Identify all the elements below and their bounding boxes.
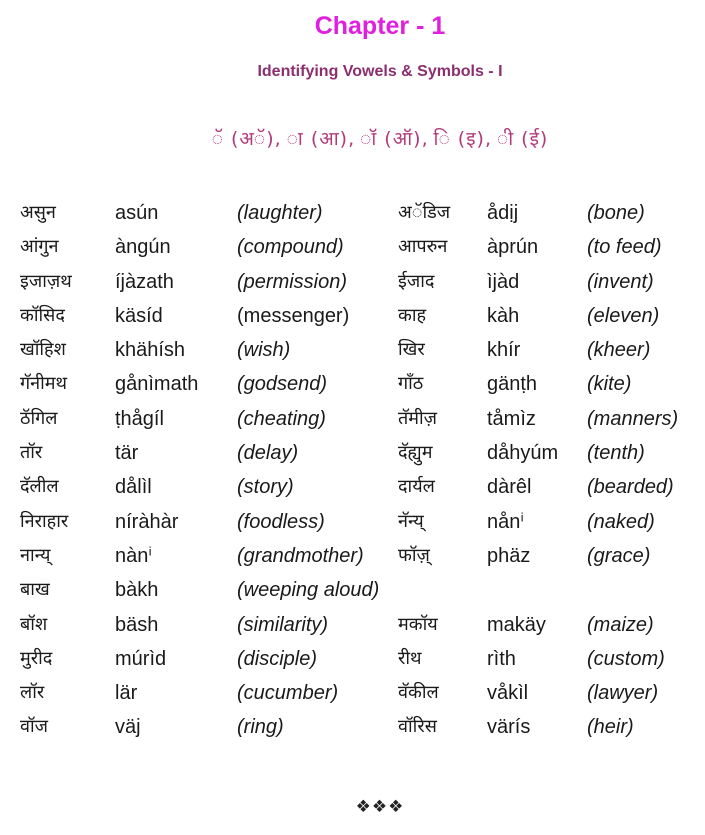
vocab-row <box>20 678 705 712</box>
word-meaning: (permission) <box>237 270 348 293</box>
word-devanagari: निराहार <box>20 510 69 532</box>
word-meaning: (custom) <box>587 647 665 670</box>
vocab-row <box>20 301 705 335</box>
word-transliteration: kàh <box>487 304 520 327</box>
word-transliteration: nànⁱ <box>115 544 152 567</box>
word-meaning: (to feed) <box>587 236 662 259</box>
word-transliteration: lär <box>115 682 138 705</box>
vocab-row <box>20 610 705 644</box>
word-transliteration: bàkh <box>115 579 159 602</box>
word-meaning: (foodless) <box>237 510 325 533</box>
word-devanagari: बॉश <box>20 613 48 635</box>
word-meaning: (naked) <box>587 510 655 533</box>
word-meaning: (delay) <box>237 442 299 465</box>
word-meaning: (eleven) <box>587 304 660 327</box>
word-meaning: (wish) <box>237 339 291 362</box>
word-transliteration: khír <box>487 339 521 362</box>
vocab-row <box>20 404 705 438</box>
word-transliteration: gånìmath <box>115 373 199 396</box>
word-meaning: (similarity) <box>237 613 329 636</box>
word-transliteration: phäz <box>487 544 531 567</box>
word-transliteration: tär <box>115 442 139 465</box>
footer-ornament: ❖❖❖ <box>355 797 405 817</box>
word-devanagari: दॅह्युम <box>398 442 433 464</box>
word-devanagari: नान्य् <box>20 544 51 566</box>
word-devanagari: कॉसिद <box>20 304 65 326</box>
word-devanagari: खिर <box>398 339 425 361</box>
word-devanagari: मकॉय <box>398 613 438 635</box>
word-devanagari: ईजाद <box>398 270 435 292</box>
section-subtitle: Identifying Vowels & Symbols - I <box>257 63 503 80</box>
word-transliteration: rìth <box>487 647 516 670</box>
word-devanagari: लॉर <box>20 682 45 704</box>
word-transliteration: makäy <box>487 613 546 636</box>
vocab-row <box>20 335 705 369</box>
word-transliteration: våkìl <box>487 682 529 705</box>
word-devanagari: काह <box>398 304 427 326</box>
vocab-row <box>20 644 705 678</box>
word-meaning: (weeping aloud) <box>237 579 380 602</box>
vocab-row <box>20 712 705 746</box>
word-transliteration: dàrêl <box>487 476 532 499</box>
word-devanagari: खॉहिश <box>20 339 66 361</box>
word-devanagari: दॅलील <box>20 476 59 498</box>
vocabulary-list <box>20 198 705 747</box>
vocab-row <box>20 198 705 232</box>
word-meaning: (grandmother) <box>237 544 364 567</box>
word-transliteration: dåhyúm <box>487 442 559 465</box>
word-devanagari: अॅडिज <box>398 202 451 223</box>
word-devanagari: बाख <box>20 579 50 601</box>
word-transliteration: àprún <box>487 236 539 259</box>
word-devanagari: गॅनीमथ <box>20 373 68 395</box>
vocab-row <box>20 438 705 472</box>
word-devanagari: वॉज <box>20 716 49 738</box>
word-devanagari: आपरुन <box>398 236 448 258</box>
word-meaning: (heir) <box>587 716 634 739</box>
word-meaning: (kheer) <box>587 339 651 362</box>
word-transliteration: khähísh <box>115 339 186 362</box>
chapter-title: Chapter - 1 <box>314 12 446 40</box>
word-transliteration: gänṭh <box>487 373 538 396</box>
word-devanagari: इजाज़थ <box>20 270 72 292</box>
word-meaning: (tenth) <box>587 442 645 465</box>
word-meaning: (disciple) <box>237 647 318 670</box>
word-devanagari: तॅमीज़ <box>398 407 438 429</box>
vocab-row <box>20 507 705 541</box>
word-meaning: (godsend) <box>237 373 328 396</box>
word-meaning: (invent) <box>587 270 654 293</box>
word-meaning: (ring) <box>237 716 284 739</box>
word-devanagari: आंगुन <box>20 236 59 258</box>
vocab-row <box>20 575 705 609</box>
vocab-row <box>20 369 705 403</box>
word-meaning: (grace) <box>587 544 651 567</box>
word-devanagari: फॉज़् <box>398 544 430 566</box>
word-transliteration: àngún <box>115 236 171 259</box>
word-meaning: (manners) <box>587 407 679 430</box>
word-devanagari: रीथ <box>398 647 422 669</box>
word-devanagari: वॉरिस <box>398 716 437 738</box>
word-transliteration: tåmìz <box>487 407 536 430</box>
word-meaning: (cheating) <box>237 407 326 430</box>
vowel-symbols-line: ॅ (अॅ), ा (आ), ॉ (ऑ), ि (इ), ी (ई) <box>211 128 549 150</box>
word-meaning: (maize) <box>587 613 654 636</box>
word-meaning: (bearded) <box>587 476 674 499</box>
word-meaning: (lawyer) <box>587 682 659 705</box>
word-devanagari: गाँठ <box>398 373 424 395</box>
word-devanagari: नॅन्य् <box>398 510 424 532</box>
word-meaning: (laughter) <box>237 202 323 224</box>
word-meaning: (story) <box>237 476 294 499</box>
word-devanagari: दार्यल <box>398 476 435 498</box>
word-transliteration: nånⁱ <box>487 510 524 533</box>
word-devanagari: असुन <box>20 202 56 223</box>
vocab-row <box>20 267 705 301</box>
word-transliteration: ìjàd <box>487 270 520 293</box>
word-devanagari: तॉर <box>20 442 43 464</box>
vocab-row <box>20 232 705 266</box>
word-devanagari: मुरीद <box>20 647 53 669</box>
word-meaning: (messenger) <box>237 304 350 327</box>
word-meaning: (compound) <box>237 236 344 259</box>
word-transliteration: múrìd <box>115 647 167 670</box>
word-transliteration: bäsh <box>115 613 159 636</box>
word-transliteration: níràhàr <box>115 510 179 533</box>
word-transliteration: käsíd <box>115 304 163 327</box>
word-transliteration: asún <box>115 202 159 224</box>
word-transliteration: ådịj <box>487 202 519 224</box>
word-meaning: (kite) <box>587 373 632 396</box>
word-transliteration: íjàzath <box>115 270 174 293</box>
word-meaning: (bone) <box>587 202 645 224</box>
vocab-row <box>20 472 705 506</box>
vocab-row <box>20 541 705 575</box>
word-devanagari: ठॅगिल <box>20 407 58 429</box>
word-transliteration: ṭhågíl <box>115 407 164 430</box>
word-meaning: (cucumber) <box>237 682 339 705</box>
word-transliteration: värís <box>487 716 531 739</box>
word-transliteration: dålìl <box>115 476 152 499</box>
word-transliteration: väj <box>115 716 141 739</box>
word-devanagari: वॅकील <box>398 682 439 704</box>
